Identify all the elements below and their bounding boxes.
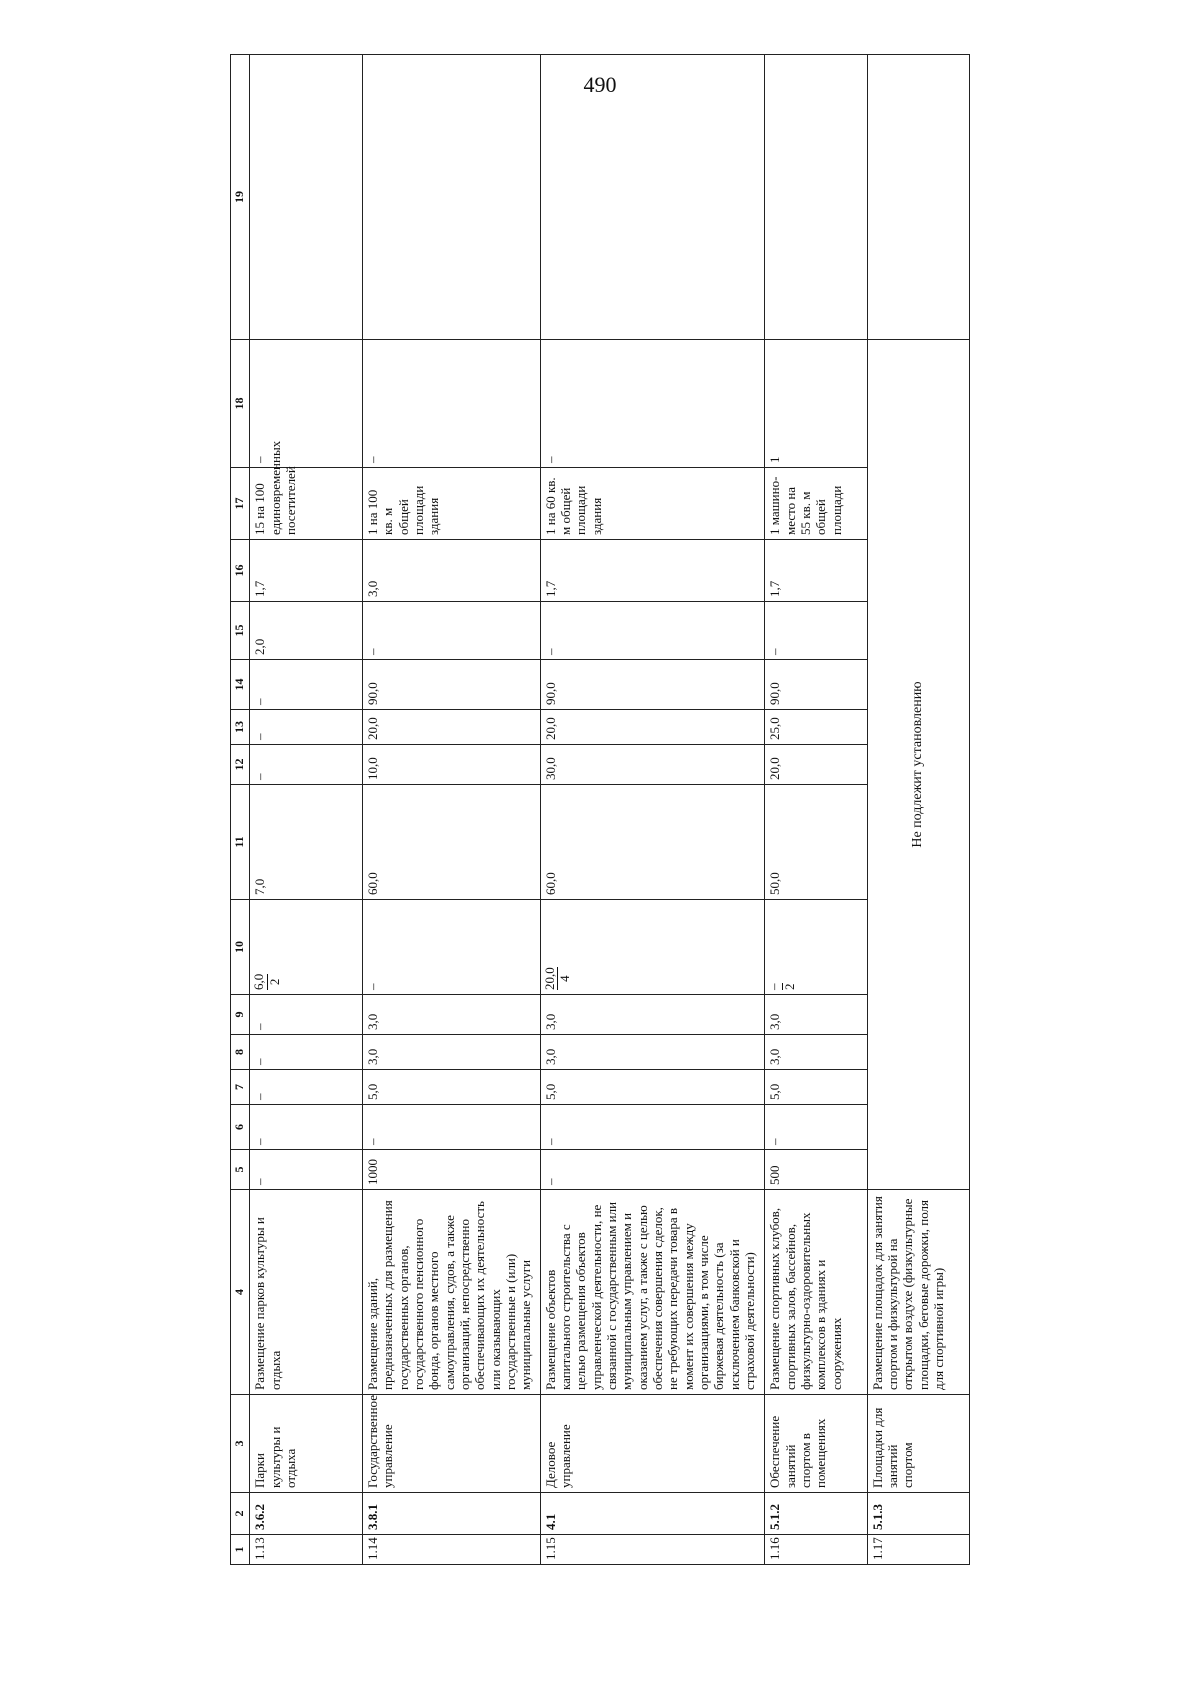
value-cell: 90,0 [540,660,765,710]
description-cell: Размещение спортивных клубов, спортивных залов, бассейнов, физкультурно-оздоровительных комплексов в зданиях и сооружениях [765,1190,867,1395]
header-cell: 4 [231,1190,250,1395]
header-cell: 19 [231,55,250,340]
value-cell: – [250,995,363,1035]
header-row [231,55,250,1565]
value-cell: 60,0 [540,785,765,900]
fraction-denominator: 2 [266,978,282,986]
fraction-cell [540,900,765,995]
fraction-cell [765,900,867,995]
value-cell: 3,0 [362,995,540,1035]
row-number: 1.14 [362,1535,540,1565]
value-cell: – [362,602,540,660]
row-number: 1.15 [540,1535,765,1565]
value-cell: 5,0 [540,1070,765,1105]
value-cell: 20,0 [540,710,765,745]
fraction-denominator: 4 [556,975,572,982]
use-name-cell: Государственное управление [362,1395,540,1493]
value-cell: 25,0 [765,710,867,745]
value-cell: 500 [765,1150,867,1190]
value-cell: – [765,1105,867,1150]
table-row [540,55,765,1565]
row-number: 1.17 [867,1535,969,1565]
value-cell: 30,0 [540,745,765,785]
value-cell: – [765,602,867,660]
fraction-numerator: – [766,983,782,990]
fraction [767,984,797,991]
value-cell: – [540,340,765,468]
empty-cell [867,55,969,340]
header-cell: 7 [231,1070,250,1105]
fraction [543,967,573,990]
value-cell: – [540,1150,765,1190]
value-cell: 3,0 [540,1035,765,1070]
value-cell: – [362,1105,540,1150]
use-name-cell: Парки культуры и отдыха [250,1395,363,1493]
value-cell: 2,0 [250,602,363,660]
value-cell: – [362,340,540,468]
row-number: 1.13 [250,1535,363,1565]
header-cell: 13 [231,710,250,745]
code-cell: 3.6.2 [250,1493,363,1535]
empty-cell [540,55,765,340]
merged-not-applicable-cell: Не подлежит установлению [867,340,969,1190]
header-cell: 15 [231,602,250,660]
header-cell: 3 [231,1395,250,1493]
value-cell: 5,0 [362,1070,540,1105]
header-cell: 9 [231,995,250,1035]
header-cell: 16 [231,540,250,602]
empty-cell [250,55,363,340]
value-cell: – [250,1105,363,1150]
description-cell: Размещение зданий, предназначенных для размещения государственных органов, государственного пенсионного фонда, органов местного самоуправления, судов, а также организаций, непосредственно обеспечивающих их деятельность или оказывающих государственные и (или) муниципальные услуги [362,1190,540,1395]
description-cell: Размещение парков культуры и отдыха [250,1190,363,1395]
value-cell: – [250,745,363,785]
header-cell: 8 [231,1035,250,1070]
code-cell: 3.8.1 [362,1493,540,1535]
use-name-cell: Площадки для занятий спортом [867,1395,969,1493]
value-cell: 3,0 [765,1035,867,1070]
value-cell: 3,0 [540,995,765,1035]
value-cell: 1 [765,340,867,468]
value-cell: 3,0 [765,995,867,1035]
header-cell: 10 [231,900,250,995]
rotated-table-wrapper [230,155,970,1565]
value-cell: – [250,340,363,468]
table-row [250,55,363,1565]
header-cell: 18 [231,340,250,468]
value-cell: 90,0 [765,660,867,710]
value-cell: 1,7 [250,540,363,602]
fraction-cell [250,900,363,995]
value-cell: – [540,602,765,660]
code-cell: 5.1.2 [765,1493,867,1535]
value-cell: 5,0 [765,1070,867,1105]
header-cell: 14 [231,660,250,710]
table-row [362,55,540,1565]
description-cell: Размещение объектов капитального строительства с целью размещения объектов управленческой деятельности, не связанной с государственным или муниципальным управлением и оказанием услуг, а также с целью обеспечения совершения сделок, не требующих передачи товара в момент их совершения между организациями, в том числе биржевая деятельность (за исключением банковской и страховой деятельности) [540,1190,765,1395]
description-cell: Размещение площадок для занятия спортом и физкультурой на открытом воздухе (физкультурные площадки, беговые дорожки, поля для спортивной игры) [867,1190,969,1395]
fraction-numerator: 20,0 [541,967,557,990]
code-cell: 5.1.3 [867,1493,969,1535]
value-cell: 7,0 [250,785,363,900]
value-cell: 3,0 [362,540,540,602]
fraction-denominator: 2 [781,983,797,990]
parking-norm-cell: 1 на 100 кв. м общей площади здания [362,468,540,540]
code-cell: 4.1 [540,1493,765,1535]
row-number: 1.16 [765,1535,867,1565]
value-cell: – [362,900,540,995]
header-cell: 5 [231,1150,250,1190]
value-cell: 20,0 [765,745,867,785]
value-cell: 3,0 [362,1035,540,1070]
header-cell: 12 [231,745,250,785]
value-cell: 1,7 [540,540,765,602]
value-cell: – [250,1035,363,1070]
parking-norm-cell: 1 на 60 кв. м общей площади здания [540,468,765,540]
header-cell: 1 [231,1535,250,1565]
value-cell: 50,0 [765,785,867,900]
parking-norm-cell: 15 на 100 единовременных посетителей [250,468,363,540]
use-name-cell: Деловое управление [540,1395,765,1493]
value-cell: – [250,1150,363,1190]
page-number: 490 [583,72,617,97]
value-cell: 90,0 [362,660,540,710]
value-cell: 60,0 [362,785,540,900]
value-cell: – [250,1070,363,1105]
value-cell: – [540,1105,765,1150]
table-row [765,55,867,1565]
value-cell: 10,0 [362,745,540,785]
header-cell: 2 [231,1493,250,1535]
value-cell: – [250,660,363,710]
fraction [252,974,282,990]
empty-cell [362,55,540,340]
regulations-table [230,54,970,1565]
header-cell: 11 [231,785,250,900]
value-cell: – [250,710,363,745]
header-cell: 17 [231,468,250,540]
empty-cell [765,55,867,340]
use-name-cell: Обеспечение занятий спортом в помещениях [765,1395,867,1493]
value-cell: 1,7 [765,540,867,602]
fraction-numerator: 6,0 [251,973,267,990]
header-cell: 6 [231,1105,250,1150]
value-cell: 1000 [362,1150,540,1190]
table-row [867,55,969,1565]
value-cell: 20,0 [362,710,540,745]
parking-norm-cell: 1 машино-место на 55 кв. м общей площади [765,468,867,540]
